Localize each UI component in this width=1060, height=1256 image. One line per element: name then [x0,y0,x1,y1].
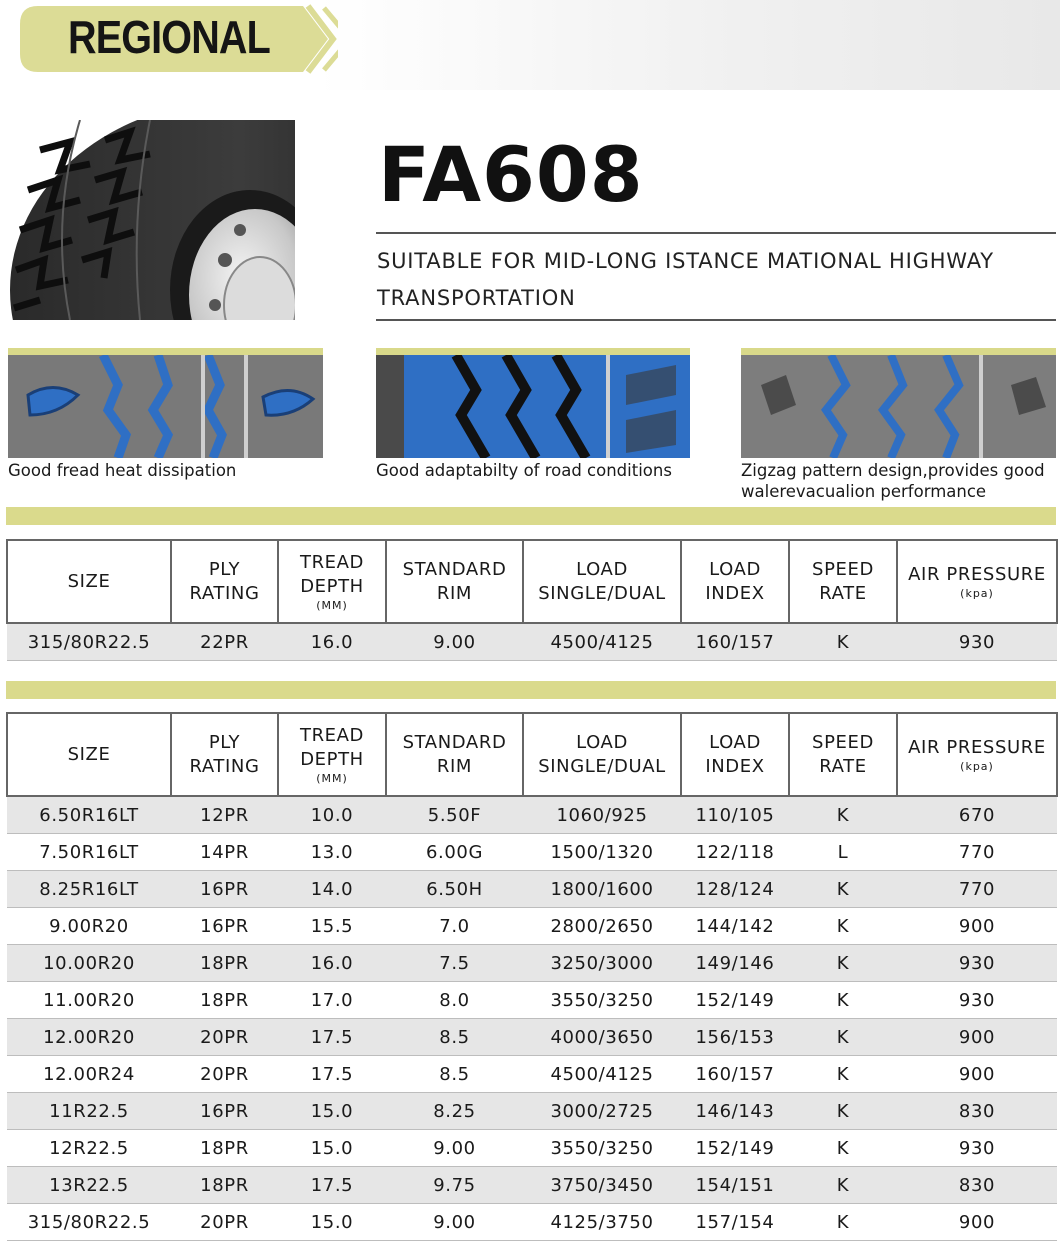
cell-speed-rate: K [789,908,897,945]
col-load-index: LOAD INDEX [681,713,789,796]
cell-size: 11.00R20 [7,982,171,1019]
feature-heat-dissipation [8,348,323,481]
feature-caption: Good fread heat dissipation [8,461,237,480]
cell-standard-rim: 9.00 [386,623,523,661]
cell-speed-rate: K [789,945,897,982]
col-standard-rim: STANDARD RIM [386,540,523,623]
cell-air-pressure: 770 [897,834,1057,871]
table-header-row [7,540,1057,623]
cell-load: 3550/3250 [523,982,681,1019]
cell-air-pressure: 900 [897,1204,1057,1241]
table-row [7,796,1057,834]
category-label: REGIONAL [68,11,270,63]
col-size: SIZE [7,540,171,623]
cell-load-index: 122/118 [681,834,789,871]
cell-air-pressure: 900 [897,1056,1057,1093]
cell-load-index: 160/157 [681,1056,789,1093]
cell-speed-rate: K [789,1056,897,1093]
cell-size: 9.00R20 [7,908,171,945]
product-description: SUITABLE FOR MID-LONG ISTANCE MATIONAL HIGHWAY TRANSPORTATION [377,249,994,310]
table-row [7,834,1057,871]
cell-load: 3750/3450 [523,1167,681,1204]
feature-strip [8,348,323,355]
feature-caption: Good adaptabilty of road conditions [376,461,672,480]
col-load: LOAD SINGLE/DUAL [523,713,681,796]
cell-size: 8.25R16LT [7,871,171,908]
cell-ply-rating: 18PR [171,1167,278,1204]
col-load: LOAD SINGLE/DUAL [523,540,681,623]
cell-speed-rate: K [789,623,897,661]
cell-ply-rating: 18PR [171,1130,278,1167]
cell-standard-rim: 8.5 [386,1056,523,1093]
cell-load-index: 146/143 [681,1093,789,1130]
cell-tread-depth: 17.5 [278,1167,386,1204]
header-banner [0,0,1060,90]
col-size: SIZE [7,713,171,796]
cell-load: 3550/3250 [523,1130,681,1167]
cell-ply-rating: 20PR [171,1204,278,1241]
cell-standard-rim: 6.00G [386,834,523,871]
cell-speed-rate: K [789,982,897,1019]
cell-air-pressure: 770 [897,871,1057,908]
cell-speed-rate: K [789,1093,897,1130]
col-tread-depth: TREAD DEPTH (MM) [278,540,386,623]
cell-tread-depth: 17.0 [278,982,386,1019]
tread-pattern-image [741,355,1056,458]
cell-air-pressure: 830 [897,1167,1057,1204]
cell-size: 315/80R22.5 [7,623,171,661]
cell-ply-rating: 18PR [171,945,278,982]
cell-tread-depth: 17.5 [278,1019,386,1056]
table-row [7,1019,1057,1056]
cell-size: 315/80R22.5 [7,1204,171,1241]
cell-standard-rim: 7.5 [386,945,523,982]
cell-load-index: 156/153 [681,1019,789,1056]
table-row [7,1130,1057,1167]
col-ply-rating: PLY RATING [171,713,278,796]
tread-pattern-image [376,355,690,458]
table-row [7,871,1057,908]
cell-ply-rating: 20PR [171,1019,278,1056]
cell-load-index: 128/124 [681,871,789,908]
table-row [7,945,1057,982]
cell-tread-depth: 16.0 [278,945,386,982]
feature-caption: Zigzag pattern design,provides good walerevacualion performance [741,461,1045,501]
cell-ply-rating: 18PR [171,982,278,1019]
cell-ply-rating: 16PR [171,1093,278,1130]
cell-tread-depth: 15.5 [278,908,386,945]
cell-size: 13R22.5 [7,1167,171,1204]
col-air-pressure: AIR PRESSURE (kpa) [897,540,1057,623]
cell-air-pressure: 930 [897,623,1057,661]
col-standard-rim: STANDARD RIM [386,713,523,796]
cell-load-index: 154/151 [681,1167,789,1204]
cell-load-index: 152/149 [681,982,789,1019]
cell-standard-rim: 8.5 [386,1019,523,1056]
model-name: FA608 [378,130,644,219]
cell-ply-rating: 12PR [171,796,278,834]
cell-speed-rate: K [789,1130,897,1167]
table-row [7,1093,1057,1130]
col-tread-depth: TREAD DEPTH (MM) [278,713,386,796]
table-row [7,1204,1057,1241]
table-row [7,623,1057,661]
cell-standard-rim: 8.25 [386,1093,523,1130]
tire-image [10,120,295,320]
cell-load: 1500/1320 [523,834,681,871]
cell-air-pressure: 930 [897,945,1057,982]
cell-load-index: 160/157 [681,623,789,661]
table2-accent-bar [6,681,1056,699]
cell-tread-depth: 15.0 [278,1204,386,1241]
table-header-row [7,713,1057,796]
cell-speed-rate: K [789,871,897,908]
cell-tread-depth: 15.0 [278,1130,386,1167]
cell-speed-rate: K [789,1019,897,1056]
cell-tread-depth: 16.0 [278,623,386,661]
cell-size: 12.00R20 [7,1019,171,1056]
table-row [7,908,1057,945]
col-speed-rate: SPEED RATE [789,713,897,796]
col-air-pressure: AIR PRESSURE (kpa) [897,713,1057,796]
tread-pattern-image [8,355,323,458]
cell-ply-rating: 14PR [171,834,278,871]
cell-standard-rim: 9.00 [386,1130,523,1167]
cell-size: 10.00R20 [7,945,171,982]
cell-ply-rating: 16PR [171,871,278,908]
bottom-divider [376,319,1056,321]
cell-air-pressure: 930 [897,1130,1057,1167]
cell-standard-rim: 9.75 [386,1167,523,1204]
table1-accent-bar [6,507,1056,525]
cell-load: 3000/2725 [523,1093,681,1130]
cell-load: 3250/3000 [523,945,681,982]
cell-load: 4125/3750 [523,1204,681,1241]
cell-load: 4000/3650 [523,1019,681,1056]
cell-load-index: 110/105 [681,796,789,834]
cell-air-pressure: 930 [897,982,1057,1019]
table-row [7,1167,1057,1204]
cell-standard-rim: 9.00 [386,1204,523,1241]
cell-air-pressure: 900 [897,908,1057,945]
top-divider [376,232,1056,234]
cell-load: 4500/4125 [523,1056,681,1093]
cell-size: 12.00R24 [7,1056,171,1093]
col-ply-rating: PLY RATING [171,540,278,623]
cell-size: 7.50R16LT [7,834,171,871]
spec-table-1 [6,539,1058,661]
cell-tread-depth: 15.0 [278,1093,386,1130]
cell-tread-depth: 10.0 [278,796,386,834]
col-load-index: LOAD INDEX [681,540,789,623]
cell-air-pressure: 900 [897,1019,1057,1056]
cell-speed-rate: K [789,796,897,834]
cell-load: 4500/4125 [523,623,681,661]
cell-load-index: 152/149 [681,1130,789,1167]
cell-size: 12R22.5 [7,1130,171,1167]
cell-speed-rate: K [789,1204,897,1241]
cell-load: 1800/1600 [523,871,681,908]
cell-load-index: 149/146 [681,945,789,982]
feature-strip [376,348,690,355]
cell-tread-depth: 17.5 [278,1056,386,1093]
cell-standard-rim: 5.50F [386,796,523,834]
cell-load-index: 144/142 [681,908,789,945]
feature-road-adaptability [376,348,690,481]
cell-load-index: 157/154 [681,1204,789,1241]
cell-ply-rating: 16PR [171,908,278,945]
col-speed-rate: SPEED RATE [789,540,897,623]
cell-standard-rim: 8.0 [386,982,523,1019]
cell-standard-rim: 6.50H [386,871,523,908]
feature-strip [741,348,1056,355]
table-row [7,982,1057,1019]
cell-load: 1060/925 [523,796,681,834]
cell-air-pressure: 670 [897,796,1057,834]
cell-speed-rate: K [789,1167,897,1204]
feature-zigzag-evacuation [741,348,1056,502]
cell-load: 2800/2650 [523,908,681,945]
cell-air-pressure: 830 [897,1093,1057,1130]
table-row [7,1056,1057,1093]
cell-size: 11R22.5 [7,1093,171,1130]
cell-size: 6.50R16LT [7,796,171,834]
cell-tread-depth: 14.0 [278,871,386,908]
cell-tread-depth: 13.0 [278,834,386,871]
cell-speed-rate: L [789,834,897,871]
spec-table-2 [6,712,1058,1241]
cell-ply-rating: 22PR [171,623,278,661]
cell-ply-rating: 20PR [171,1056,278,1093]
cell-standard-rim: 7.0 [386,908,523,945]
